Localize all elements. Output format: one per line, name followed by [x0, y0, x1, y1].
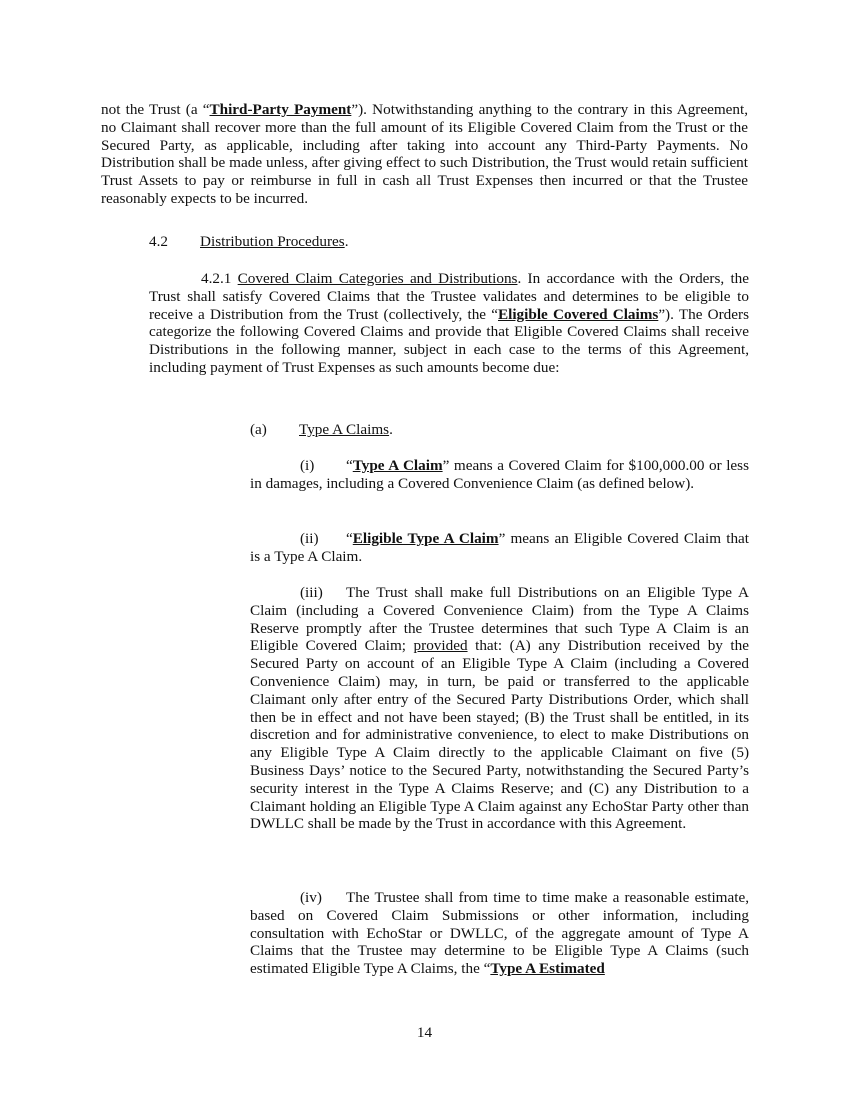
clause-title: Type A Claims	[299, 421, 390, 438]
item-number: (iii)	[300, 584, 323, 601]
section-number: 4.2	[149, 233, 168, 250]
subsection-text-start: . In accordance with the Orders, the Trust shall satisfy Covered Claims that the Trustee validates and determines to be eligible to receive a Distribution from the Trust (collectively, the “	[149, 270, 750, 323]
item-number: (i)	[300, 457, 315, 474]
intro-text-start: not the Trust (a “	[101, 101, 210, 118]
item-text: The Trustee shall from time to time make a reasonable estimate, based on Covered Claim Submissions or other information, including consultation with EchoStar or DWLLC, of the aggregate amount of Type A Claims that the Trustee may determine to be Eligible Type A Claims (such estimated Eligible Type A Claims, the “	[250, 889, 749, 978]
section-title-period: .	[344, 233, 349, 250]
item-number: (ii)	[300, 530, 319, 547]
defined-term-eligible-covered-claims: Eligible Covered Claims	[497, 305, 659, 323]
item-text-start: The Trust shall make full Distributions on an Eligible Type A Claim (including a Covered Convenience Claim) from the Type A Claims Reserve promptly after the Trustee determines that such Type A Claim is an Eligible Covered Claim;	[250, 584, 749, 655]
section-title: Distribution Procedures	[200, 233, 345, 250]
item-text: ” means an Eligible Covered Claim that is a Type A Claim.	[250, 530, 749, 565]
intro-paragraph	[101, 101, 748, 208]
open-quote: “	[346, 530, 353, 547]
page-number: 14	[416, 1024, 433, 1041]
item-text-end: that: (A) any Distribution received by the Secured Party on account of an Eligible Type A Claim (including a Covered Convenience Claim) may, in turn, be paid or transferred to the applicable Claimant only after entry of the Secured Party Distributions Order, which shall then be in effect and not have been stayed; (B) the Trust shall be entitled, in its discretion and for administrative convenience, to elect to make Distributions on any Eligible Type A Claim directly to the applicable Claimant on five (5) Business Days’ notice to the Secured Party, notwithstanding the Secured Party’s security interest in the Type A Claims Reserve; and (C) any Distribution to a Claimant holding an Eligible Type A Claim against any EchoStar Party other than DWLLC shall be made by the Trust in accordance with this Agreement.	[250, 637, 749, 833]
defined-term-type-a-estimated: Type A Estimated	[490, 960, 605, 978]
item-ii-paragraph	[250, 530, 749, 566]
defined-term-type-a-claim: Type A Claim	[352, 457, 443, 474]
defined-term-third-party-payment: Third-Party Payment	[209, 101, 352, 118]
defined-term-eligible-type-a-claim: Eligible Type A Claim	[352, 530, 499, 547]
section-heading-4-2	[149, 233, 749, 251]
item-i-paragraph	[250, 457, 749, 493]
subsection-text-end: ”). The Orders categorize the following Covered Claims and provide that Eligible Covered Claims shall receive Distributions in the following manner, subject in each case to the terms of this Agreement, including payment of Trust Expenses as such amounts become due:	[149, 305, 749, 376]
clause-heading-a	[250, 421, 749, 439]
item-iii-paragraph	[250, 584, 749, 833]
proviso-term: provided	[413, 637, 468, 655]
open-quote: “	[346, 457, 353, 474]
section-4-2-1-paragraph	[149, 270, 749, 377]
clause-number: (a)	[250, 421, 267, 438]
clause-title-period: .	[389, 421, 393, 438]
subsection-number: 4.2.1	[201, 270, 238, 287]
subsection-title: Covered Claim Categories and Distributions	[237, 270, 518, 287]
item-number: (iv)	[300, 889, 322, 906]
intro-text-end: ”). Notwithstanding anything to the contrary in this Agreement, no Claimant shall recover more than the full amount of its Eligible Covered Claim from the Trust or the Secured Party, as applicable, including after taking into account any Third-Party Payments. No Distribution shall be made unless, after giving effect to such Distribution, the Trust would retain sufficient Trust Assets to pay or reimburse in full in cash all Trust Expenses then incurred or that the Trustee reasonably expects to be incurred.	[101, 101, 748, 207]
item-iv-paragraph	[250, 889, 749, 978]
item-text: ” means a Covered Claim for $100,000.00 or less in damages, including a Covered Convenience Claim (as defined below).	[250, 457, 749, 492]
